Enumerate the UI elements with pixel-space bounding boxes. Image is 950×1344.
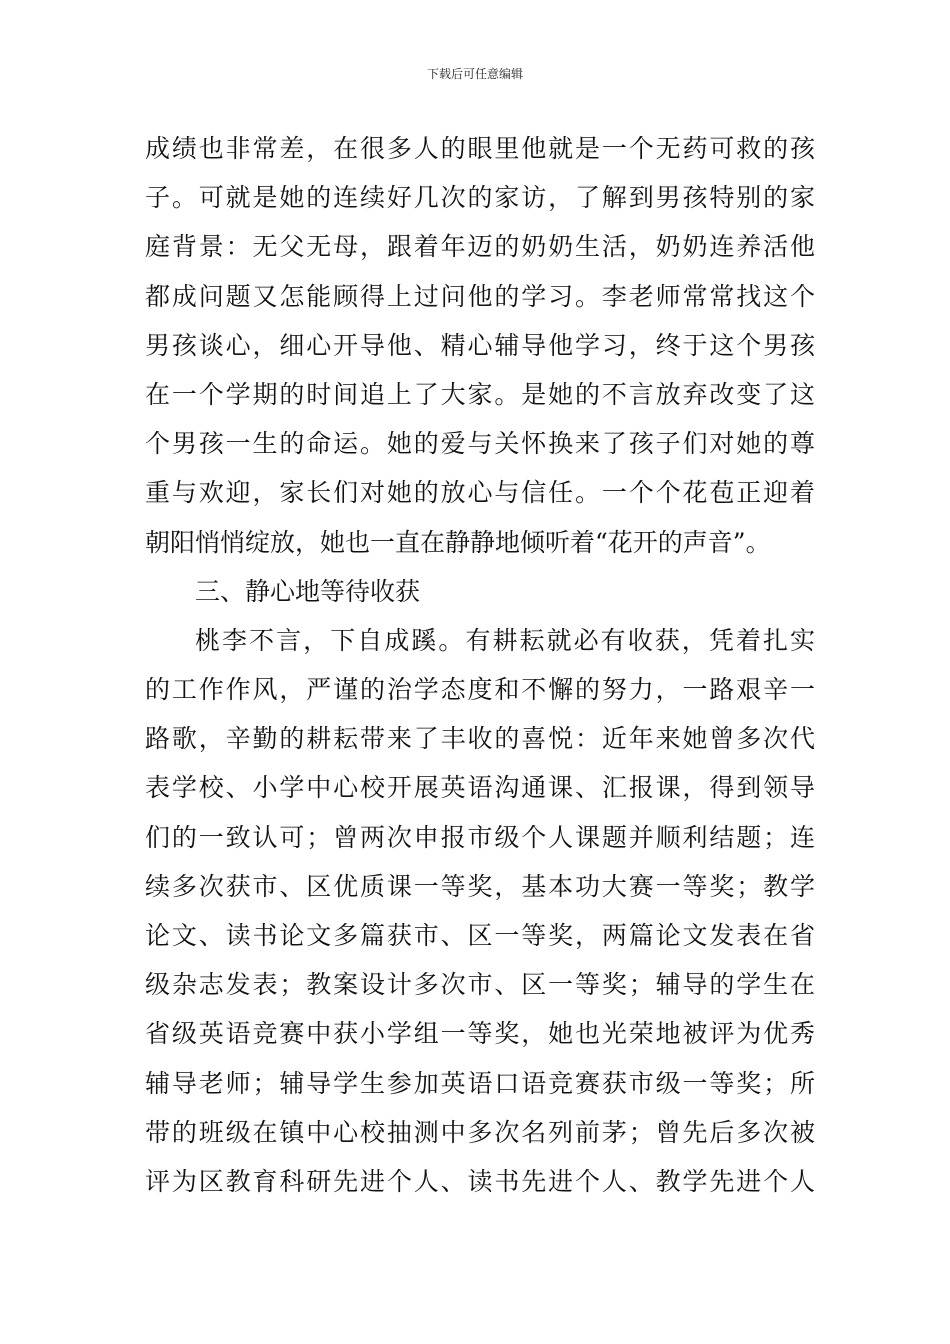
body-line: 表学校、小学中心校开展英语沟通课、汇报课，得到领导 (145, 773, 815, 803)
body-line: 个男孩一生的命运。她的爱与关怀换来了孩子们对她的尊 (145, 429, 815, 459)
body-line: 路歌，辛勤的耕耘带来了丰收的喜悦：近年来她曾多次代 (145, 724, 815, 754)
body-line: 子。可就是她的连续好几次的家访，了解到男孩特别的家 (145, 183, 815, 213)
body-line: 论文、读书论文多篇获市、区一等奖，两篇论文发表在省 (145, 921, 815, 950)
body-line: 评为区教育科研先进个人、读书先进个人、教学先进个人 (145, 1166, 815, 1196)
body-line: 重与欢迎，家长们对她的放心与信任。一个个花苞正迎着 (145, 478, 815, 508)
body-line: 带的班级在镇中心校抽测中多次名列前茅；曾先后多次被 (145, 1117, 815, 1147)
body-line: 续多次获市、区优质课一等奖，基本功大赛一等奖；教学 (145, 871, 815, 901)
body-line: 级杂志发表；教案设计多次市、区一等奖；辅导的学生在 (145, 970, 815, 1000)
body-line: 男孩谈心，细心开导他、精心辅导他学习，终于这个男孩 (145, 330, 815, 360)
body-line: 在一个学期的时间追上了大家。是她的不言放弃改变了这 (145, 379, 815, 409)
body-line: 朝阳悄悄绽放，她也一直在静静地倾听着“花开的声音”。 (145, 527, 771, 557)
body-line: 们的一致认可；曾两次申报市级个人课题并顺利结题；连 (145, 822, 815, 852)
body-line: 辅导老师；辅导学生参加英语口语竞赛获市级一等奖；所 (145, 1068, 815, 1098)
body-line: 庭背景：无父无母，跟着年迈的奶奶生活，奶奶连养活他 (145, 232, 815, 262)
body-line: 省级英语竞赛中获小学组一等奖，她也光荣地被评为优秀 (145, 1019, 815, 1049)
body-text (145, 124, 815, 1206)
body-line: 都成问题又怎能顾得上过问他的学习。李老师常常找这个 (145, 281, 815, 311)
body-line: 桃李不言，下自成蹊。有耕耘就必有收获，凭着扎实 (195, 625, 815, 655)
body-line: 成绩也非常差，在很多人的眼里他就是一个无药可救的孩 (145, 134, 815, 163)
body-line: 的工作作风，严谨的治学态度和不懈的努力，一路艰辛一 (145, 675, 815, 705)
page-header: 下载后可任意编辑 (426, 67, 523, 81)
section-heading: 三、静心地等待收获 (195, 576, 421, 606)
